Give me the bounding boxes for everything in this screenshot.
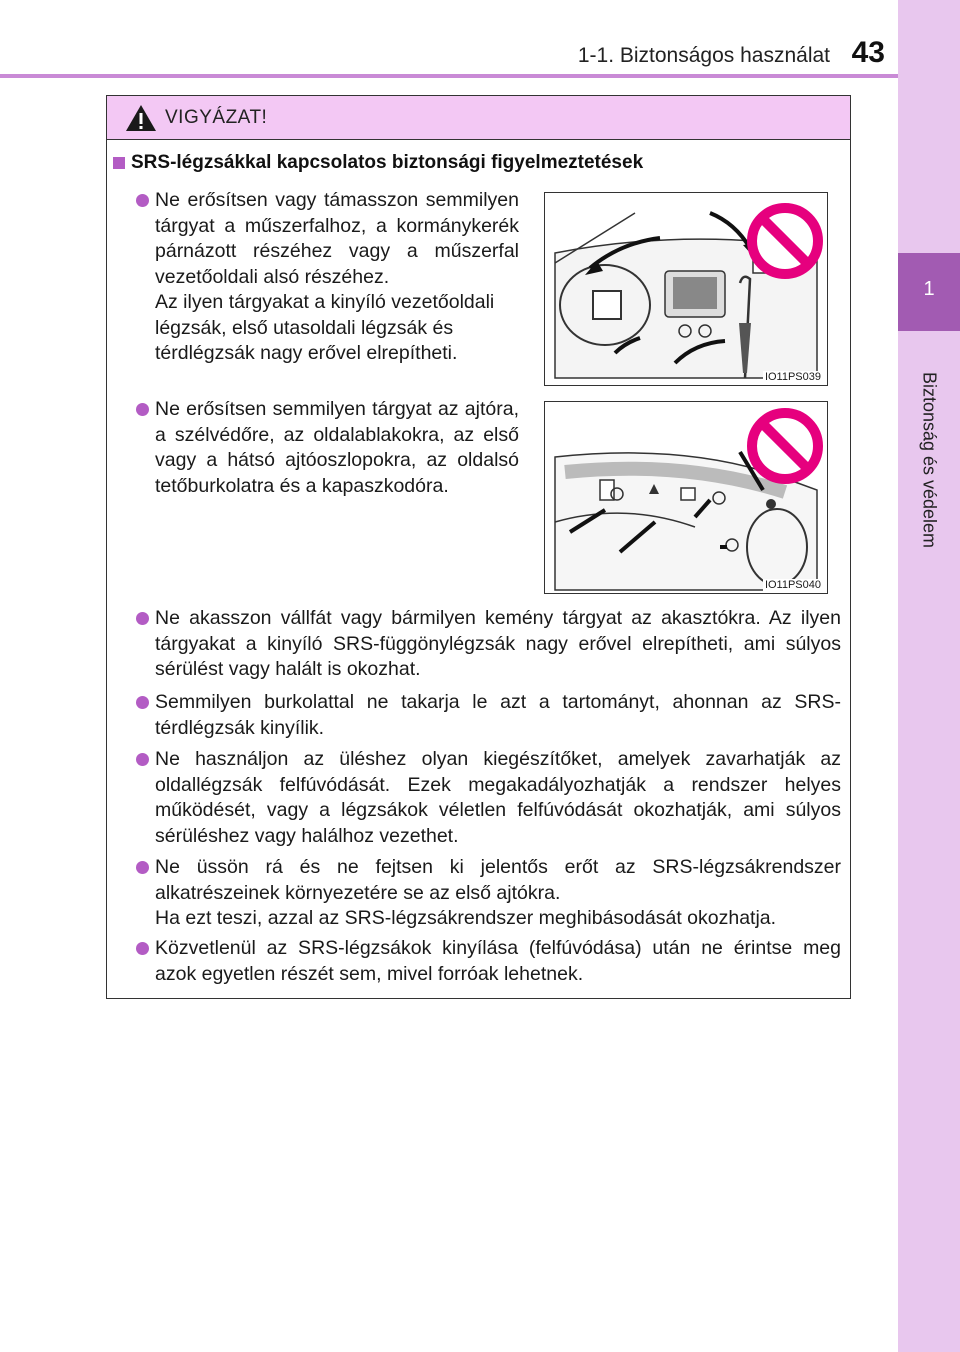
dashboard-figure (544, 192, 828, 386)
bullet-dot-icon (136, 942, 149, 955)
list-item (155, 397, 519, 499)
bullet-dot-icon (136, 403, 149, 416)
bullet-text-continued: Ha ezt teszi, azzal az SRS-légzsákrendszer meghibásodását okozhatja. (155, 907, 777, 929)
list-item (155, 936, 841, 987)
prohibition-icon (752, 413, 818, 479)
bullet-dot-icon (136, 861, 149, 874)
header-rule (0, 74, 898, 78)
prohibition-icon (752, 208, 818, 274)
bullet-dot-icon (136, 753, 149, 766)
topic-title: SRS-légzsákkal kapcsolatos biztonsági figyelmeztetések (131, 152, 644, 173)
chapter-number: 1 (898, 253, 960, 331)
topic-heading (113, 152, 643, 174)
list-item (155, 188, 519, 367)
bullet-text: Semmilyen burkolattal ne takarja le azt a tartományt, ahonnan az SRS-térdlégzsák kinyílik. (155, 691, 841, 739)
dashboard-illustration (545, 193, 826, 384)
bullet-text: Ne használjon az üléshez olyan kiegészítőket, amelyek zavarhatják az oldallégzsák felfúvódását. Ezek megakadályozhatják a rendszer helyes működését, vagy a légzsákok véletlen felfúvódását okozhatják, ami súlyos sérüléshez vagy halálhoz vezethet. (155, 748, 841, 847)
bullet-dot-icon (136, 194, 149, 207)
bullet-dot-icon (136, 612, 149, 625)
warning-label: VIGYÁZAT! (165, 106, 268, 128)
warning-header (107, 96, 850, 140)
list-item (155, 606, 841, 683)
warning-box (106, 95, 851, 999)
bullet-text-continued: Az ilyen tárgyakat a kinyíló vezetőoldali légzsák, első utasoldali légzsák és térdlégzsák nagy erővel elrepítheti. (155, 291, 495, 364)
list-item (155, 747, 841, 849)
bullet-dot-icon (136, 696, 149, 709)
list-item (155, 690, 841, 741)
figure-code: IO11PS039 (764, 371, 821, 383)
chapter-side-tab (898, 0, 960, 1352)
bullet-text: Ne erősítsen vagy támasszon semmilyen tárgyat a műszerfalhoz, a kormánykerék párnázott részéhez vagy a műszerfal vezetőoldali alsó részéhez. (155, 189, 519, 288)
bullet-text: Ne erősítsen semmilyen tárgyat az ajtóra, a szélvédőre, az oldalablakokra, az első vagy a hátsó ajtóoszlopokra, az oldalsó tetőburkolatra és a kapaszkodóra. (155, 398, 519, 497)
warning-triangle-icon (125, 104, 157, 132)
section-title: 1-1. Biztonságos használat (577, 44, 830, 67)
interior-illustration (545, 402, 826, 592)
square-bullet-icon (113, 157, 125, 169)
bullet-text: Ne akasszon vállfát vagy bármilyen kemény tárgyat az akasztókra. Az ilyen tárgyakat a kinyíló SRS-függönylégzsák nagy erővel elrepítheti, ami súlyos sérülést vagy halált is okozhat. (155, 607, 841, 680)
bullet-text: Ne üssön rá és ne fejtsen ki jelentős erőt az SRS-légzsákrendszer alkatrészeinek környezetére se az első ajtókra. (155, 856, 841, 904)
figure-code: IO11PS040 (764, 579, 821, 591)
page-number: 43 (851, 36, 885, 69)
bullet-text: Közvetlenül az SRS-légzsákok kinyílása (felfúvódása) után ne érintse meg azok egyetlen részét sem, mivel forróak lehetnek. (155, 937, 841, 985)
interior-figure (544, 401, 828, 594)
chapter-title: Biztonság és védelem (919, 371, 940, 549)
list-item (155, 855, 841, 932)
